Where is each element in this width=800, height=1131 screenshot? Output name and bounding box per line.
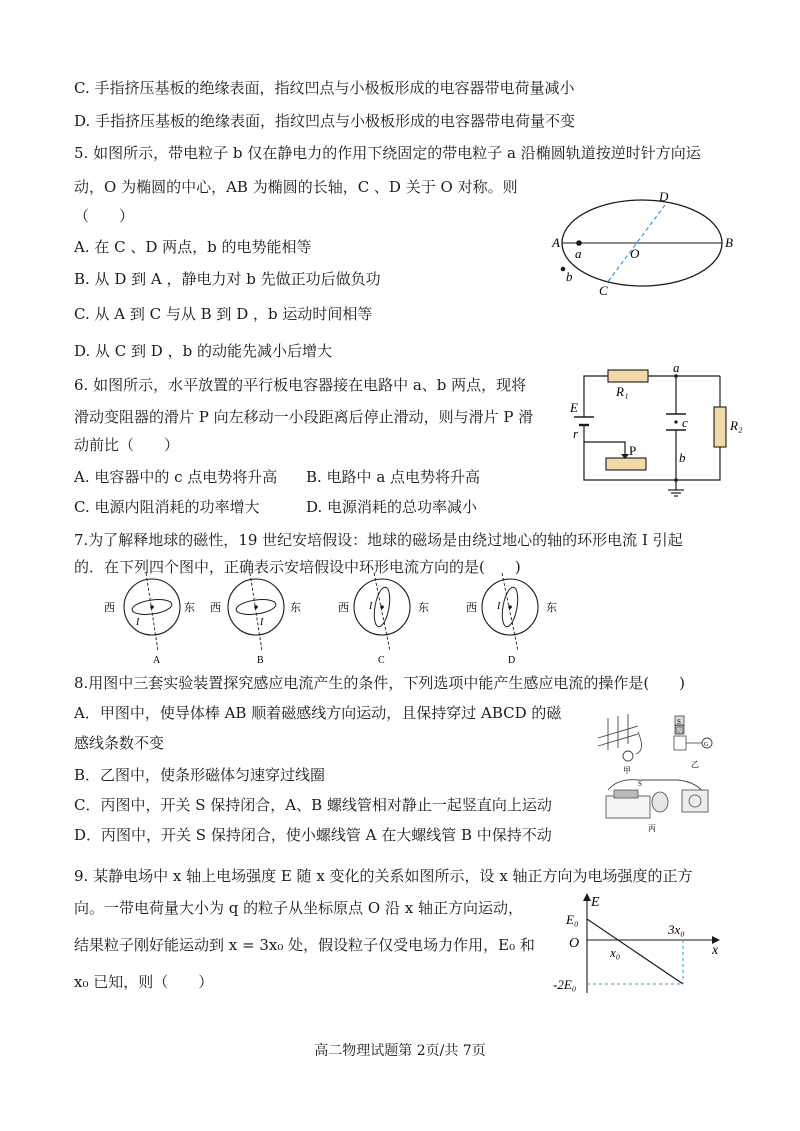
- q5-option-c: C. 从 A 到 C 与从 B 到 D ，b 运动时间相等: [74, 305, 373, 323]
- q5-option-a: A. 在 C 、D 两点，b 的电势能相等: [74, 238, 312, 256]
- q8-apparatus-figure: [588, 710, 728, 840]
- q9-stem-line2: 向。一带电荷量大小为 q 的粒子从坐标原点 O 沿 x 轴正方向运动，: [74, 899, 523, 917]
- q6-label-e: E: [570, 400, 578, 415]
- q6-label-a: a: [673, 360, 680, 375]
- q7-b-east: 东: [290, 602, 301, 614]
- q7-label-a: A: [153, 655, 161, 666]
- q9-field-graph: [555, 893, 730, 998]
- q5-stem-line2: 动，O 为椭圆的中心，AB 为椭圆的长轴，C 、D 关于 O 对称。则: [74, 178, 518, 196]
- q9-label-neg2e0: -2E₀: [553, 977, 577, 992]
- q6-option-b: B. 电路中 a 点电势将升高: [306, 468, 481, 486]
- q5-answer-paren: （ ）: [74, 207, 135, 225]
- q7-stem-line1: 7.为了解释地球的磁性，19 世纪安培假设：地球的磁场是由绕过地心的轴的环形电流 I 引起: [74, 531, 683, 549]
- q9-stem-line4: x₀ 已知，则（ ）: [74, 973, 214, 991]
- q7-d-east: 东: [546, 602, 557, 614]
- q5-label-o: O: [630, 246, 640, 261]
- q8-label-g: G: [704, 742, 709, 748]
- q9-stem-line3: 结果粒子刚好能运动到 x = 3x₀ 处，假设粒子仅受电场力作用，E₀ 和: [74, 936, 535, 954]
- q8-option-c: C．丙图中，开关 S 保持闭合，A、B 螺线管相对静止一起竖直向上运动: [74, 796, 552, 814]
- q5-option-d: D. 从 C 到 D ，b 的动能先减小后增大: [74, 342, 332, 360]
- q8-label-s-pole: S: [677, 718, 681, 726]
- q6-label-r: r: [573, 426, 579, 441]
- q7-b-west: 西: [210, 602, 221, 614]
- q9-label-3x0: 3x₀: [668, 922, 685, 937]
- q6-option-c: C. 电源内阻消耗的功率增大: [74, 498, 260, 516]
- q5-stem-line1: 5. 如图所示，带电粒子 b 仅在静电力的作用下绕固定的带电粒子 a 沿椭圆轨道按逆时针方向运: [74, 144, 701, 162]
- q8-option-a-line2: 感线条数不变: [74, 734, 165, 752]
- q6-label-p: P: [629, 443, 637, 458]
- q6-stem-line3: 动前比（ ）: [74, 436, 180, 454]
- q8-option-d: D．丙图中，开关 S 保持闭合，使小螺线管 A 在大螺线管 B 中保持不动: [74, 826, 552, 844]
- q5-label-c: C: [599, 283, 608, 298]
- q7-a-east: 东: [184, 602, 195, 614]
- q6-label-b: b: [679, 450, 686, 465]
- q7-d-west: 西: [466, 602, 477, 614]
- q8-label-n-pole: N: [677, 727, 683, 735]
- q9-stem-line1: 9. 某静电场中 x 轴上电场强度 E 随 x 变化的关系如图所示，设 x 轴正方向为电场强度的正方: [74, 867, 693, 885]
- q8-stem: 8.用图中三套实验装置探究感应电流产生的条件，下列选项中能产生感应电流的操作是( ): [74, 674, 686, 692]
- q7-c-east: 东: [418, 602, 429, 614]
- q6-stem-line2: 滑动变阻器的滑片 P 向左移动一小段距离后停止滑动，则与滑片 P 滑: [74, 408, 534, 426]
- q7-b-current: I: [260, 617, 264, 628]
- q7-label-c: C: [378, 655, 385, 666]
- q9-axis-e: E: [591, 895, 600, 910]
- q5-option-b: B. 从 D 到 A ，静电力对 b 先做正功后做负功: [74, 270, 381, 288]
- q7-label-d: D: [508, 655, 516, 666]
- q6-option-a: A. 电容器中的 c 点电势将升高: [74, 468, 278, 486]
- q8-label-switch-s: S: [638, 780, 642, 788]
- q5-label-b-charge: b: [566, 269, 573, 284]
- q9-label-x0: x₀: [610, 945, 621, 960]
- q5-label-a-charge: a: [575, 246, 582, 261]
- q6-label-r1: R₁: [616, 384, 629, 399]
- q6-stem-line1: 6. 如图所示，水平放置的平行板电容器接在电路中 a、b 两点，现将: [74, 376, 527, 394]
- q5-label-b-point: B: [725, 235, 733, 250]
- q7-c-current: I: [369, 601, 373, 612]
- q7-earth-figure-b: [204, 575, 304, 667]
- q7-stem-line2: 的．在下列四个图中，正确表示安培假设中环形电流方向的是( ): [74, 558, 521, 576]
- q4-option-d: D. 手指挤压基板的绝缘表面，指纹凹点与小极板形成的电容器带电荷量不变: [74, 112, 576, 130]
- q7-earth-figure-c: [330, 575, 430, 667]
- q5-label-a-point: A: [552, 235, 560, 250]
- q7-c-west: 西: [338, 602, 349, 614]
- q6-circuit-figure: [570, 362, 755, 497]
- q4-option-c: C. 手指挤压基板的绝缘表面，指纹凹点与小极板形成的电容器带电荷量减小: [74, 79, 575, 97]
- q9-axis-x: x: [712, 943, 719, 958]
- q8-label-jia: 甲: [623, 766, 631, 775]
- q8-label-bing: 丙: [648, 824, 656, 833]
- q9-label-origin: O: [569, 936, 580, 951]
- q8-label-yi: 乙: [691, 760, 699, 769]
- q5-ellipse-figure: [552, 188, 733, 298]
- q7-a-west: 西: [104, 602, 115, 614]
- q9-label-e0: E₀: [566, 912, 579, 927]
- q5-label-d: D: [659, 189, 669, 204]
- q6-option-d: D. 电源消耗的总功率减小: [306, 498, 478, 516]
- q7-label-b: B: [257, 655, 264, 666]
- q7-earth-figure-d: [458, 575, 558, 667]
- q6-label-r2: R₂: [730, 418, 743, 433]
- page-footer: 高二物理试题第 2页/共 7页: [314, 1043, 486, 1059]
- q8-option-b: B．乙图中，使条形磁体匀速穿过线圈: [74, 766, 326, 784]
- q7-a-current: I: [136, 617, 140, 628]
- q7-earth-figure-a: [100, 575, 200, 667]
- q7-d-current: I: [497, 601, 501, 612]
- q6-label-c: c: [682, 415, 688, 430]
- q8-option-a-line1: A．甲图中，使导体棒 AB 顺着磁感线方向运动，且保持穿过 ABCD 的磁: [74, 704, 562, 722]
